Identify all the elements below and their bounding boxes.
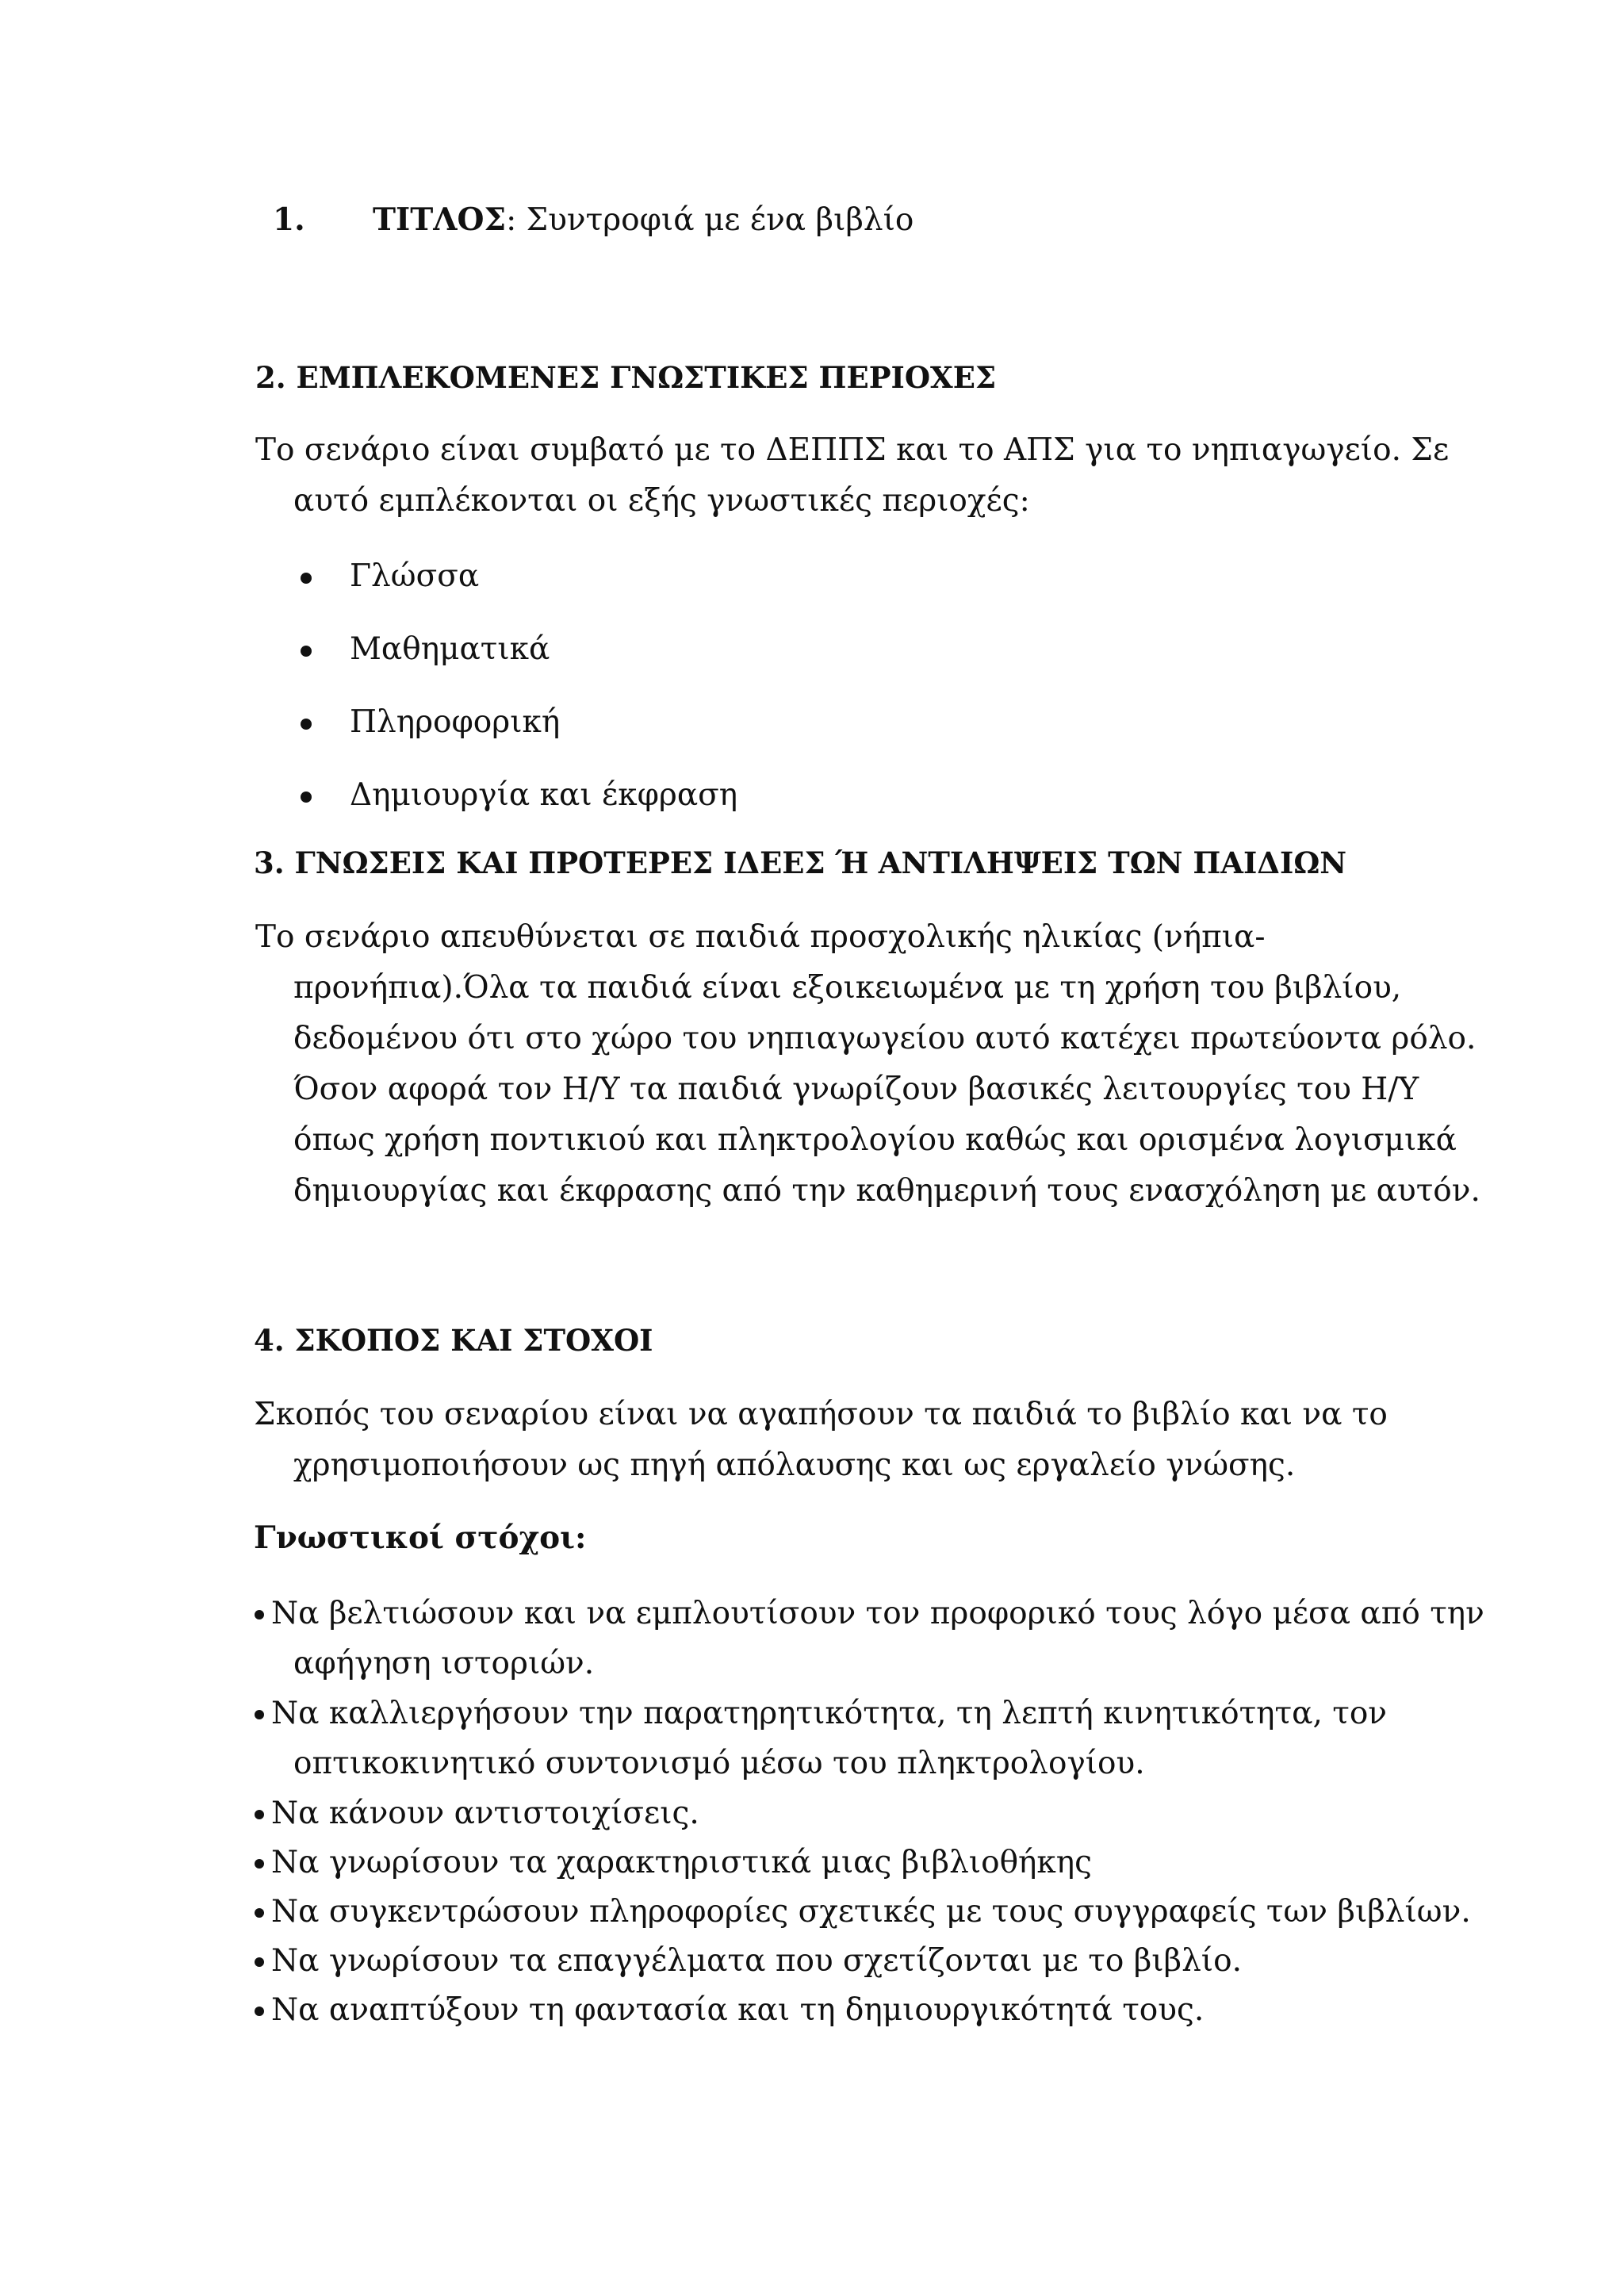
bullet-icon [255, 1957, 264, 1967]
list-item: Να συγκεντρώσουν πληροφορίες σχετικές με τους συγγραφείς των βιβλίων. [271, 1894, 1471, 1930]
bullet-icon [255, 1908, 264, 1918]
bullet-icon [255, 1859, 264, 1869]
bullet-icon [301, 573, 312, 584]
paragraph-line: Το σενάριο απευθύνεται σε παιδιά προσχολικής ηλικίας (νήπια- [255, 919, 1266, 955]
paragraph-line: χρησιμοποιήσουν ως πηγή απόλαυσης και ως εργαλείο γνώσης. [293, 1447, 1296, 1483]
list-item: Να αναπτύξουν τη φαντασία και τη δημιουργικότητά τους. [271, 1992, 1205, 2028]
list-item: Μαθηματικά [350, 631, 550, 667]
paragraph-line: όπως χρήση ποντικιού και πληκτρολογίου καθώς και ορισμένα λογισμικά [293, 1122, 1457, 1158]
paragraph-line: Όσον αφορά τον Η/Υ τα παιδιά γνωρίζουν βασικές λειτουργίες του Η/Υ [293, 1071, 1419, 1107]
list-item: Να γνωρίσουν τα επαγγέλματα που σχετίζονται με το βιβλίο. [271, 1943, 1242, 1979]
bullet-icon [255, 2007, 264, 2016]
paragraph-line: Το σενάριο είναι συμβατό με το ΔΕΠΠΣ και το ΑΠΣ για το νηπιαγωγείο. Σε [255, 432, 1450, 468]
list-item-continuation: αφήγηση ιστοριών. [293, 1646, 595, 1681]
subheading: Γνωστικοί στόχοι: [254, 1520, 587, 1556]
list-item-continuation: οπτικοκινητικό συντονισμό μέσω του πληκτρολογίου. [293, 1746, 1145, 1781]
paragraph-line: δημιουργίας και έκφρασης από την καθημερινή τους ενασχόληση με αυτόν. [293, 1173, 1480, 1209]
section-number: 1. [273, 201, 305, 238]
paragraph-line: αυτό εμπλέκονται οι εξής γνωστικές περιοχές: [293, 483, 1030, 519]
bullet-icon [255, 1810, 264, 1819]
title-label: ΤΙΤΛΟΣ [373, 201, 507, 238]
title-text: : Συντροφιά με ένα βιβλίο [506, 202, 914, 238]
list-item: Να κάνουν αντιστοιχίσεις. [271, 1796, 699, 1831]
list-item: Να καλλιεργήσουν την παρατηρητικότητα, τη λεπτή κινητικότητα, τον [271, 1696, 1388, 1731]
bullet-icon [301, 719, 312, 730]
paragraph-line: δεδομένου ότι στο χώρο του νηπιαγωγείου αυτό κατέχει πρωτεύοντα ρόλο. [293, 1021, 1477, 1056]
section-heading: 2. ΕΜΠΛΕΚΟΜΕΝΕΣ ΓΝΩΣΤΙΚΕΣ ΠΕΡΙΟΧΕΣ [255, 360, 997, 395]
list-item: Γλώσσα [350, 558, 480, 594]
bullet-icon [255, 1710, 264, 1719]
paragraph-line: Σκοπός του σεναρίου είναι να αγαπήσουν τα παιδιά το βιβλίο και να το [254, 1397, 1388, 1432]
paragraph-line: προνήπια).Όλα τα παιδιά είναι εξοικειωμένα με τη χρήση του βιβλίου, [293, 970, 1402, 1006]
bullet-icon [301, 792, 312, 803]
section-heading: 4. ΣΚΟΠΟΣ ΚΑΙ ΣΤΟΧΟΙ [254, 1323, 653, 1358]
bullet-icon [255, 1610, 264, 1619]
list-item: Να βελτιώσουν και να εμπλουτίσουν τον προφορικό τους λόγο μέσα από την [271, 1596, 1484, 1631]
list-item: Δημιουργία και έκφραση [350, 777, 738, 813]
section-heading: 3. ΓΝΩΣΕΙΣ ΚΑΙ ΠΡΟΤΕΡΕΣ ΙΔΕΕΣ Ή ΑΝΤΙΛΗΨΕΙΣ ΤΩΝ ΠΑΙΔΙΩΝ [254, 845, 1347, 880]
bullet-icon [301, 646, 312, 657]
list-item: Πληροφορική [350, 704, 561, 740]
list-item: Να γνωρίσουν τα χαρακτηριστικά μιας βιβλιοθήκης [271, 1845, 1093, 1880]
title-line [373, 201, 914, 238]
